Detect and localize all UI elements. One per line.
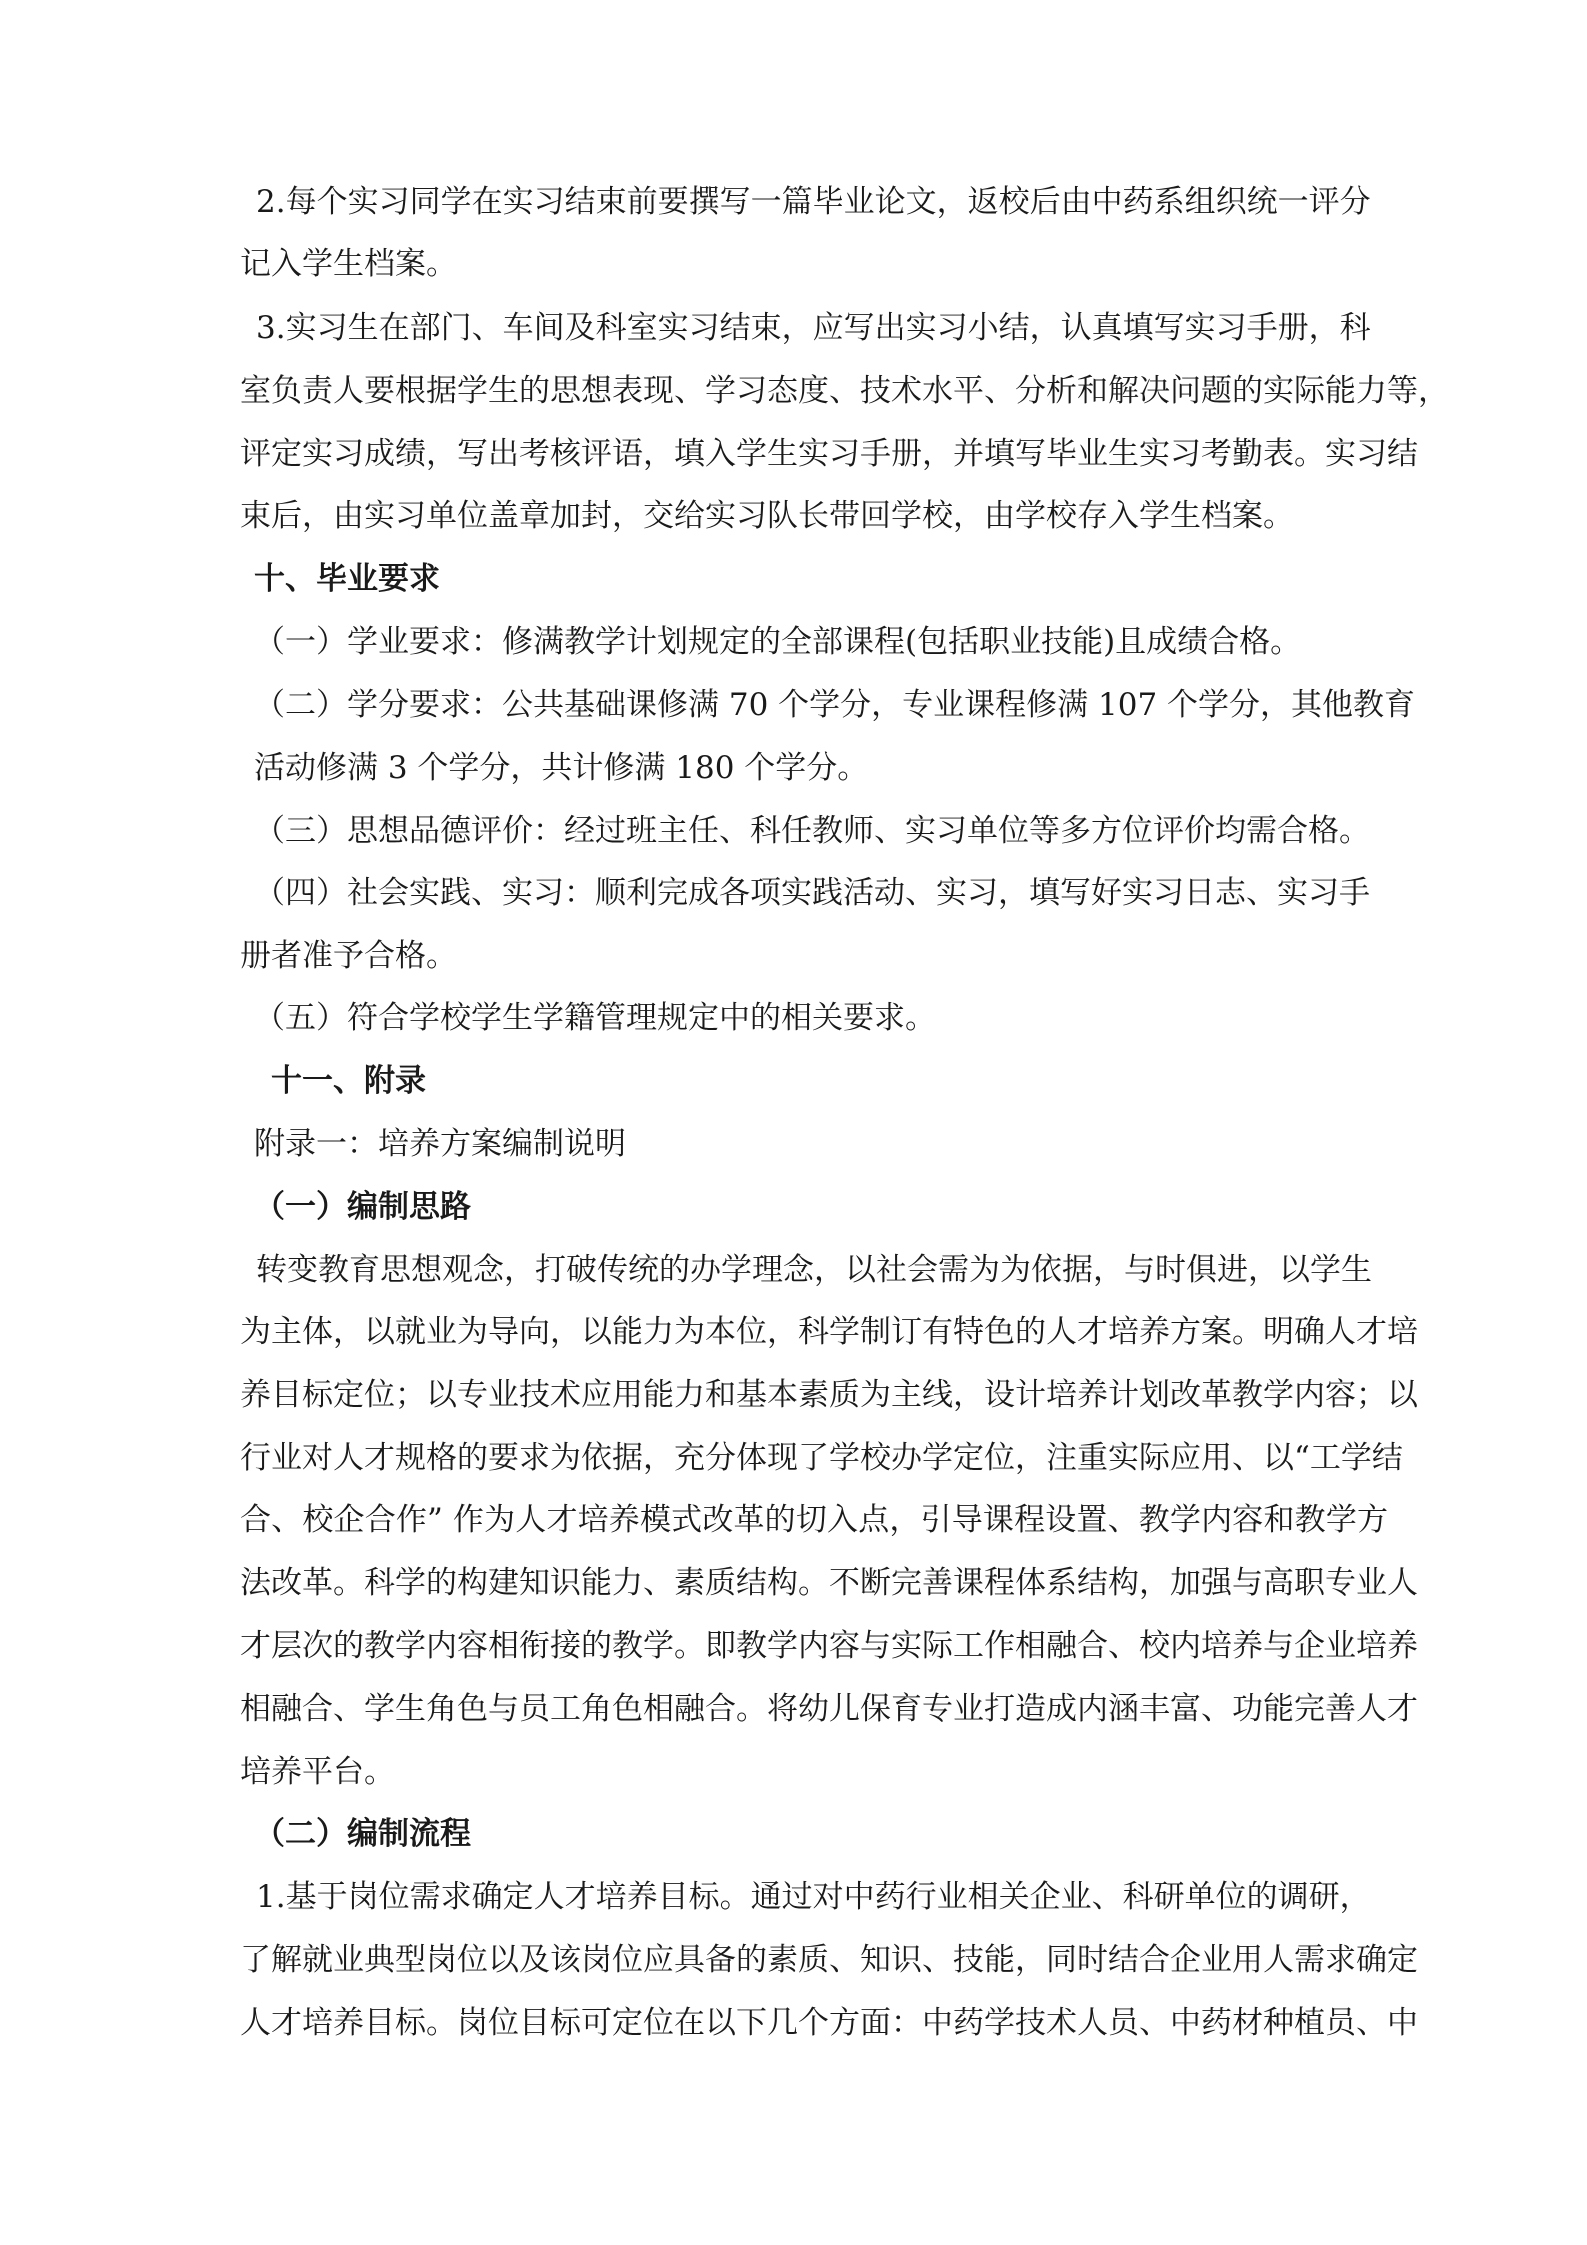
paragraph-line: 相融合、学生角色与员工角色相融合。将幼儿保育专业打造成内涵丰富、功能完善人才 bbox=[240, 1691, 1418, 1727]
requirement-item: （一）学业要求：修满教学计划规定的全部课程(包括职业技能)且成绩合格。 bbox=[254, 624, 1302, 660]
requirement-item: 册者准予合格。 bbox=[240, 938, 457, 974]
appendix-title: 附录一：培养方案编制说明 bbox=[254, 1126, 626, 1162]
paragraph-line: 1.基于岗位需求确定人才培养目标。通过对中药行业相关企业、科研单位的调研， bbox=[256, 1879, 1371, 1915]
section-heading: 十一、附录 bbox=[271, 1063, 426, 1099]
section-heading: 十、毕业要求 bbox=[254, 561, 440, 597]
paragraph-line: 养目标定位；以专业技术应用能力和基本素质为主线，设计培养计划改革教学内容；以 bbox=[240, 1377, 1418, 1413]
requirement-item: 活动修满 3 个学分，共计修满 180 个学分。 bbox=[254, 750, 869, 786]
paragraph-line: 转变教育思想观念，打破传统的办学理念，以社会需为为依据，与时俱进，以学生 bbox=[256, 1252, 1372, 1288]
requirement-item: （二）学分要求：公共基础课修满 70 个学分，专业课程修满 107 个学分，其他教育 bbox=[254, 687, 1416, 723]
paragraph-line: 合、校企合作” 作为人才培养模式改革的切入点，引导课程设置、教学内容和教学方 bbox=[240, 1502, 1388, 1538]
paragraph-line: 为主体，以就业为导向，以能力为本位，科学制订有特色的人才培养方案。明确人才培 bbox=[240, 1314, 1418, 1350]
subsection-heading: （一）编制思路 bbox=[254, 1189, 471, 1225]
paragraph-line: 培养平台。 bbox=[240, 1754, 395, 1790]
subsection-heading: （二）编制流程 bbox=[254, 1816, 471, 1852]
paragraph-line: 行业对人才规格的要求为依据，充分体现了学校办学定位，注重实际应用、以“工学结 bbox=[240, 1440, 1403, 1476]
paragraph-line: 2.每个实习同学在实习结束前要撰写一篇毕业论文，返校后由中药系组织统一评分 bbox=[256, 184, 1371, 220]
paragraph-line: 记入学生档案。 bbox=[240, 246, 457, 282]
requirement-item: （四）社会实践、实习：顺利完成各项实践活动、实习，填写好实习日志、实习手 bbox=[254, 875, 1370, 911]
paragraph-line: 3.实习生在部门、车间及科室实习结束，应写出实习小结，认真填写实习手册，科 bbox=[256, 310, 1371, 346]
paragraph-line: 了解就业典型岗位以及该岗位应具备的素质、知识、技能，同时结合企业用人需求确定 bbox=[240, 1942, 1418, 1978]
requirement-item: （三）思想品德评价：经过班主任、科任教师、实习单位等多方位评价均需合格。 bbox=[254, 813, 1370, 849]
paragraph-line: 法改革。科学的构建知识能力、素质结构。不断完善课程体系结构，加强与高职专业人 bbox=[240, 1565, 1418, 1601]
paragraph-line: 才层次的教学内容相衔接的教学。即教学内容与实际工作相融合、校内培养与企业培养 bbox=[240, 1628, 1418, 1664]
paragraph-line: 人才培养目标。岗位目标可定位在以下几个方面：中药学技术人员、中药材种植员、中 bbox=[240, 2005, 1418, 2041]
paragraph-line: 评定实习成绩，写出考核评语，填入学生实习手册，并填写毕业生实习考勤表。实习结 bbox=[240, 436, 1418, 472]
paragraph-line: 束后，由实习单位盖章加封，交给实习队长带回学校，由学校存入学生档案。 bbox=[240, 498, 1294, 534]
paragraph-line: 室负责人要根据学生的思想表现、学习态度、技术水平、分析和解决问题的实际能力等， bbox=[240, 373, 1449, 409]
requirement-item: （五）符合学校学生学籍管理规定中的相关要求。 bbox=[254, 1000, 936, 1036]
